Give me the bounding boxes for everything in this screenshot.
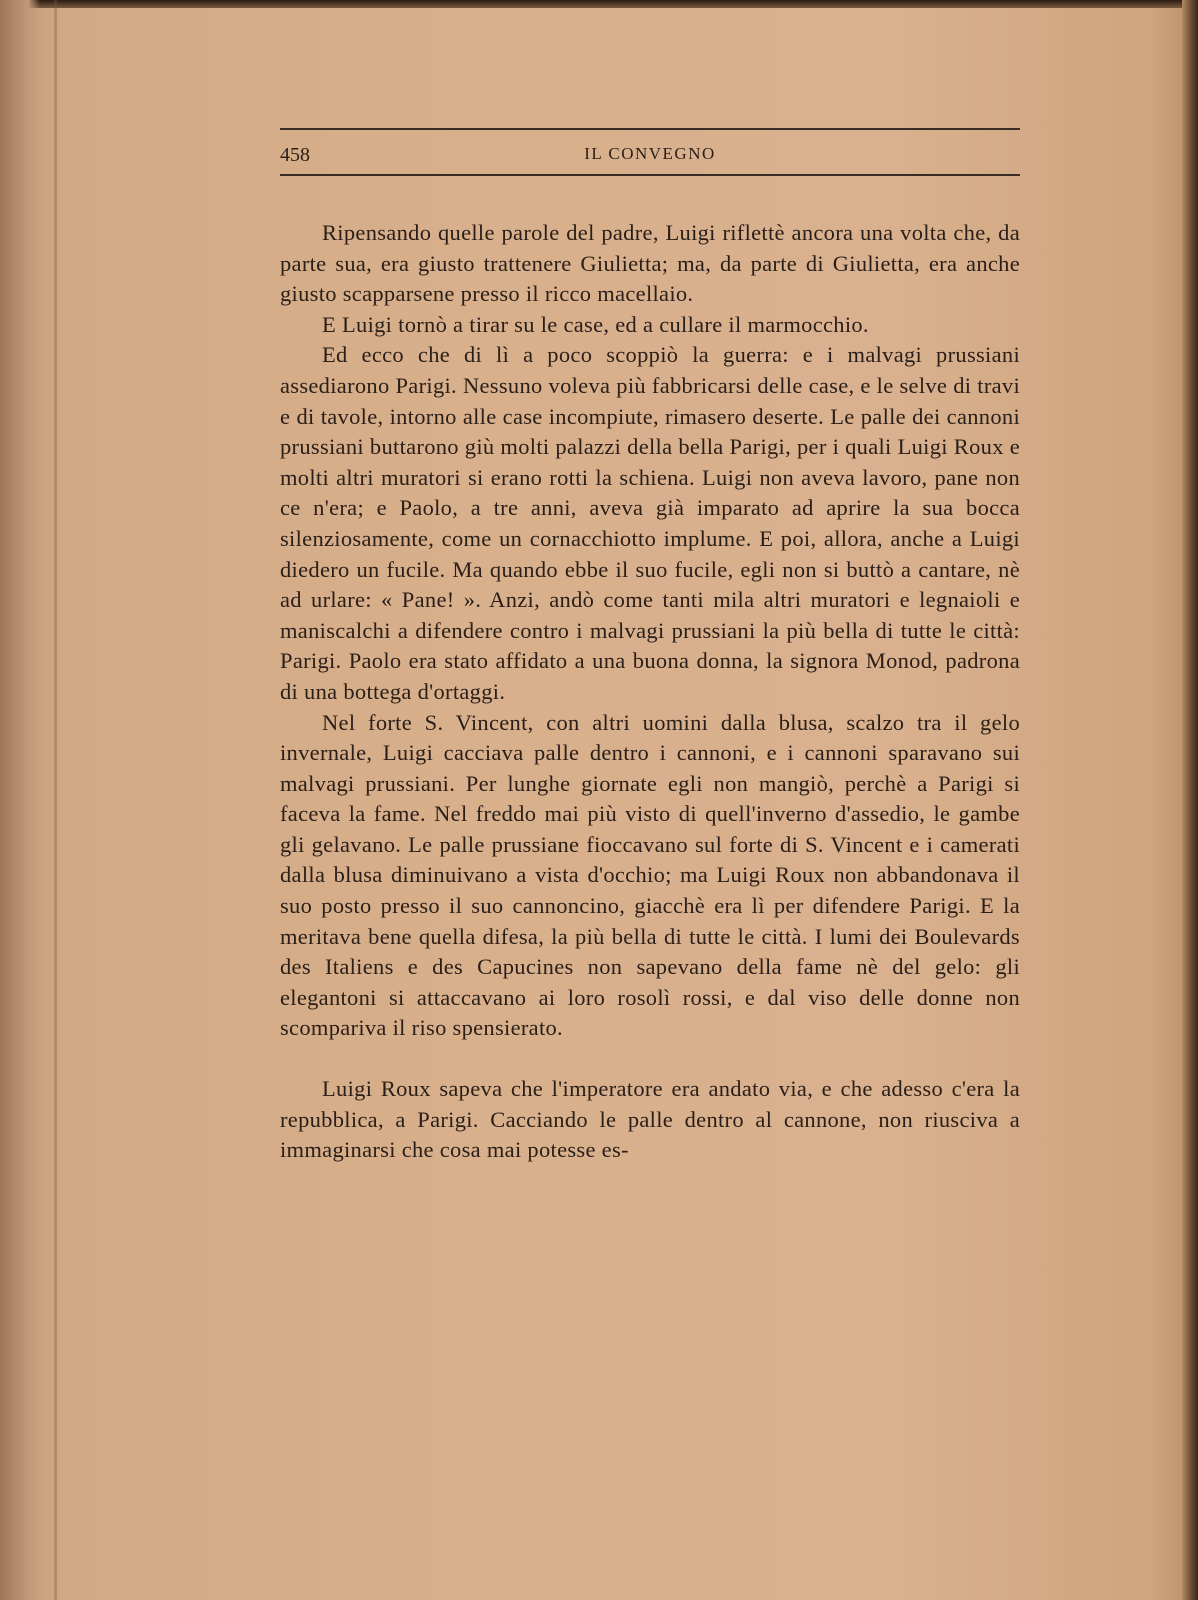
page-number: 458	[280, 144, 310, 166]
page-header	[280, 144, 1020, 170]
header-top-rule	[280, 128, 1020, 130]
right-page-edge	[1182, 0, 1198, 1600]
paragraph: Ripensando quelle parole del padre, Luigi riflettè ancora una volta che, da parte sua, era giusto trattenere Giulietta; ma, da parte di Giulietta, era anche giusto scapparsene presso il ricco macellaio.	[280, 220, 1020, 307]
paragraph: Nel forte S. Vincent, con altri uomini dalla blusa, scalzo tra il gelo invernale, Luigi cacciava palle dentro i cannoni, e i cannoni sparavano sui malvagi prussiani. Per lunghe giornate egli non mangiò, perchè a Parigi si faceva la fame. Nel freddo mai più visto di quell'inverno d'assedio, le gambe gli gelavano. Le palle prussiane fioccavano sul forte di S. Vincent e i camerati dalla blusa diminuivano a vista d'occhio; ma Luigi Roux non abbandonava il suo posto presso il suo cannoncino, giacchè era lì per difendere Parigi. E la meritava bene quella difesa, la più bella di tutte le città. I lumi dei Boulevards des Italiens e des Capucines non sapevano della fame nè del gelo: gli elegantoni si attaccavano ai loro rosolì rossi, e dal viso delle donne non scompariva il riso spensierato.	[280, 709, 1020, 1041]
header-bottom-rule	[280, 174, 1020, 176]
paragraph: Ed ecco che di lì a poco scoppiò la guerra: e i malvagi prussiani assediarono Parigi. Nessuno voleva più fabbricarsi delle case, e le selve di travi e di tavole, intorno alle case incompiute, rimasero deserte. Le palle dei cannoni prussiani buttarono giù molti palazzi della bella Parigi, per i quali Luigi Roux e molti altri muratori si erano rotti la schiena. Luigi non aveva lavoro, pane non ce n'era; e Paolo, a tre anni, aveva già imparato ad aprire la sua bocca silenziosamente, come un cornacchiotto implume. E poi, allora, anche a Luigi diedero un fucile. Ma quando ebbe il suo fucile, egli non si buttò a cantare, nè ad urlare: « Pane! ». Anzi, andò come tanti mila altri muratori e legnaioli e maniscalchi a difendere contro i malvagi prussiani la più bella di tutte le città: Parigi. Paolo era stato affidato a una buona donna, la signora Monod, padrona di una bottega d'ortaggi.	[280, 342, 1020, 704]
left-page-edge	[0, 0, 40, 1600]
running-title: IL CONVEGNO	[584, 144, 716, 163]
section-break	[280, 1044, 1020, 1074]
page-content	[280, 128, 1020, 1166]
paragraph: E Luigi tornò a tirar su le case, ed a cullare il marmocchio.	[322, 311, 869, 337]
page-crease	[54, 0, 57, 1600]
scan-top-shadow	[0, 0, 1198, 8]
paragraph: Luigi Roux sapeva che l'imperatore era andato via, e che adesso c'era la repubblica, a Parigi. Cacciando le palle dentro al cannone, non riusciva a immaginarsi che cosa mai potesse es-	[280, 1076, 1020, 1163]
body-text	[280, 218, 1020, 1166]
